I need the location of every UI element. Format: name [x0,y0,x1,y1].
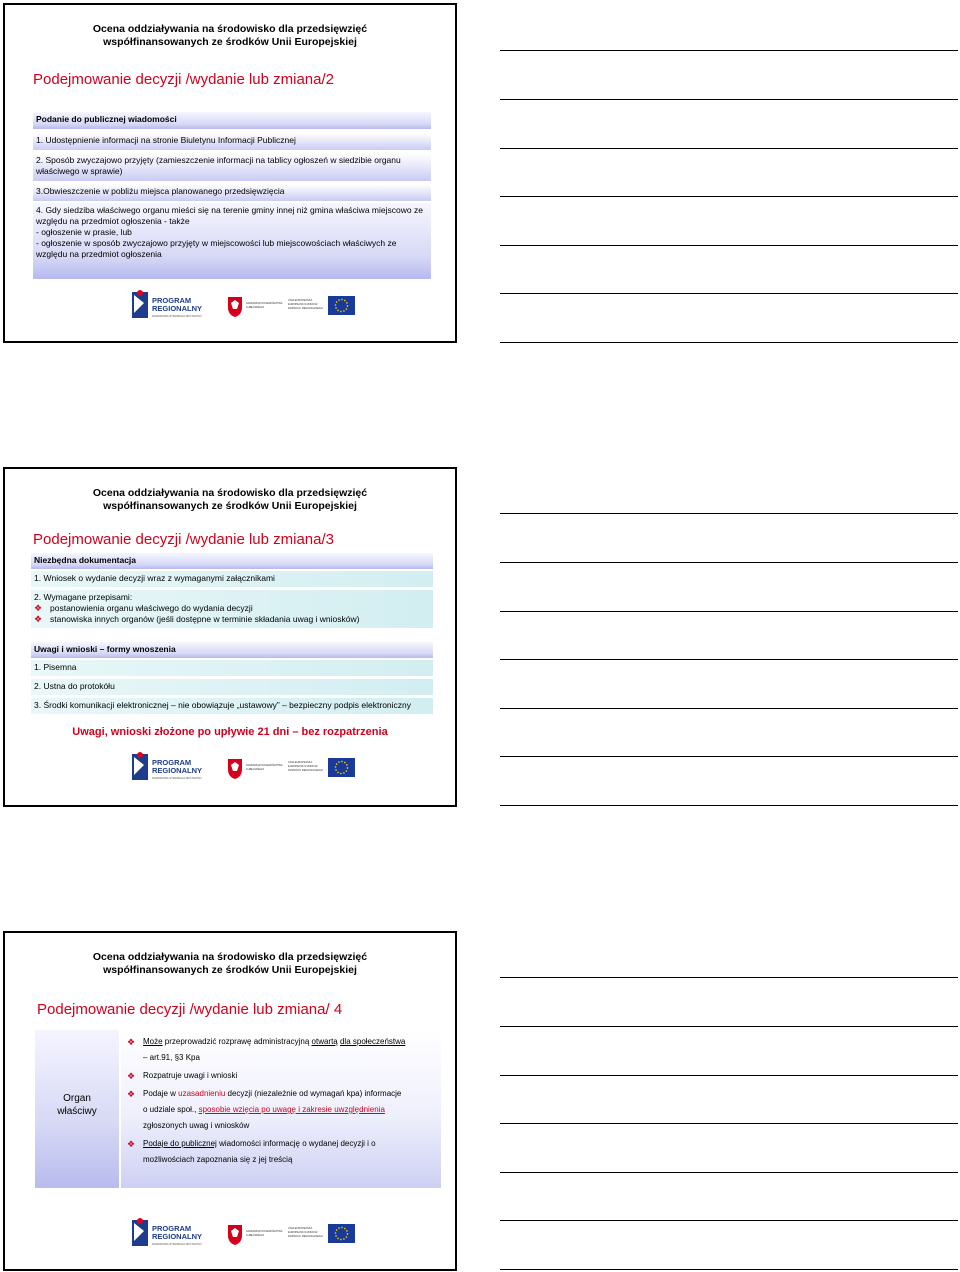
diamond-bullet-icon: ❖ [34,603,43,613]
duty-4-public: Podaje do publicznej [143,1139,217,1148]
svg-text:ROZWOJU REGIONALNEGO: ROZWOJU REGIONALNEGO [288,769,323,772]
slide-1 [3,3,457,343]
svg-text:UNIA EUROPEJSKA: UNIA EUROPEJSKA [288,1227,313,1230]
list-item-1: 1. Udostępnienie informacji na stronie Biuletynu Informacji Publicznej [33,133,431,150]
svg-text:SAMORZĄD WOJEWÓDZTWA: SAMORZĄD WOJEWÓDZTWA [246,1230,283,1233]
organ-label-2: właściwy [57,1106,97,1117]
lubelskie-coat-of-arms [228,759,283,779]
logo-strip [130,1217,360,1251]
slide-title: Podejmowanie decyzji /wydanie lub zmiana/2 [33,71,334,88]
note-line [500,708,958,709]
list-item-3: 3.Obwieszczenie w pobliżu miejsca planowanego przedsięwzięcia [33,184,431,201]
svg-text:UNIA EUROPEJSKA: UNIA EUROPEJSKA [288,761,313,764]
svg-text:LUBELSKIEGO: LUBELSKIEGO [246,768,265,771]
note-line [500,756,958,757]
item-4-line-3: - ogłoszenie w sposób zwyczajowo przyjęty w miejscowości lub miejscowościach właściwych ze względu na przedmiot ogłoszenia [36,238,397,259]
program-regionalny-logo [132,290,202,318]
svg-text:REGIONALNY: REGIONALNY [152,304,203,313]
note-line [500,977,958,978]
duty-3-justification: uzasadnieniu [178,1089,226,1098]
organ-cell [35,1030,119,1188]
eu-flag [288,296,355,315]
doc-bullet-1 [34,603,430,614]
svg-text:PROGRAM: PROGRAM [152,1224,192,1233]
duty-1-may: Może [143,1037,163,1046]
header-line-2: współfinansowanych ze środków Unii Europejskiej [103,500,357,512]
svg-text:UNIA EUROPEJSKA: UNIA EUROPEJSKA [288,299,313,302]
duty-1-public: dla społeczeństwa [339,1037,406,1046]
svg-text:PROGRAM: PROGRAM [152,758,192,767]
diamond-bullet-icon: ❖ [127,1089,136,1099]
list-item-2: 2. Sposób zwyczajowo przyjęty (zamieszczenie informacji na tablicy ogłoszeń w siedzibie organu właściwego w sprawie) [33,153,431,181]
note-line [500,1172,958,1173]
slide-3 [3,931,457,1271]
svg-text:PROGRAM: PROGRAM [152,296,192,305]
header-line-1: Ocena oddziaływania na środowisko dla przedsięwzięć [92,487,368,499]
duty-item-3 [127,1086,435,1134]
svg-text:ROZWOJU REGIONALNEGO: ROZWOJU REGIONALNEGO [288,307,323,310]
note-line [500,1123,958,1124]
duty-1-line-2: – art.91, §3 Kpa [143,1053,200,1062]
slide-title: Podejmowanie decyzji /wydanie lub zmiana/3 [33,531,334,548]
note-line [500,1220,958,1221]
eu-flag [288,1224,355,1243]
note-line [500,342,958,343]
duty-item-1 [127,1034,435,1066]
note-line [500,659,958,660]
duty-item-2 [127,1068,435,1084]
form-item-1: 1. Pisemna [31,660,433,676]
doc-item-2-head: 2. Wymagane przepisami: [34,592,133,602]
duty-4-line-2: możliwościach zapoznania się z jej treścią [143,1155,293,1164]
header-line-1: Ocena oddziaływania na środowisko dla przedsięwzięć [92,951,368,963]
deadline-warning: Uwagi, wnioski złożone po upływie 21 dni – bez rozpatrzenia [72,726,388,738]
section-heading: Podanie do publicznej wiadomości [33,112,431,129]
note-line [500,99,958,100]
header-line-2: współfinansowanych ze środków Unii Europejskiej [103,964,357,976]
duty-3-line-3: zgłoszonych uwag i wniosków [143,1121,250,1130]
slide-header [5,23,455,49]
item-4-line-2: - ogłoszenie w prasie, lub [36,227,132,237]
note-line [500,293,958,294]
list-item-4 [33,203,431,279]
header-line-1: Ocena oddziaływania na środowisko dla przedsięwzięć [92,23,368,35]
slide-2 [3,467,457,807]
form-item-2: 2. Ustna do protokółu [31,679,433,695]
diamond-bullet-icon: ❖ [34,614,43,624]
note-line [500,805,958,806]
note-line [500,611,958,612]
note-line [500,245,958,246]
note-line [500,1026,958,1027]
diamond-bullet-icon: ❖ [127,1037,136,1047]
bullet-text: postanowienia organu właściwego do wydania decyzji [50,603,253,613]
logos-graphic [130,1217,360,1251]
program-regionalny-logo [132,1218,202,1246]
svg-text:EUROPEJSKI FUNDUSZ: EUROPEJSKI FUNDUSZ [288,1231,318,1234]
doc-item-1: 1. Wniosek o wydanie decyzji wraz z wymaganymi załącznikami [31,571,433,587]
duty-item-4 [127,1136,435,1168]
item-4-line-1: 4. Gdy siedziba właściwego organu mieści się na terenie gminy innej niż gmina właściwa miejscowo ze względu na przedmiot ogłoszenia - także [36,205,423,226]
organ-label-1: Organ [63,1093,91,1104]
note-line [500,513,958,514]
header-line-2: współfinansowanych ze środków Unii Europejskiej [103,36,357,48]
diamond-bullet-icon: ❖ [127,1139,136,1149]
svg-text:NARODOWA STRATEGIA SPÓJNOŚCI: NARODOWA STRATEGIA SPÓJNOŚCI [152,314,202,318]
note-line [500,196,958,197]
program-regionalny-logo [132,752,202,780]
slide-title: Podejmowanie decyzji /wydanie lub zmiana/ 4 [37,1001,343,1018]
duty-3-text-3: o udziale społ., [143,1105,199,1114]
doc-item-2 [31,590,433,628]
eu-flag [288,758,355,777]
note-line [500,50,958,51]
duty-2-text: Rozpatruje uwagi i wnioski [143,1071,238,1080]
svg-text:REGIONALNY: REGIONALNY [152,766,203,775]
doc-bullet-2 [34,614,430,625]
section-heading-forms: Uwagi i wnioski – formy wnoszenia [31,642,433,658]
duty-3-text-2: decyzji (niezależnie od wymagań kpa) informacje [225,1089,402,1098]
lubelskie-coat-of-arms [228,1225,283,1245]
bullet-text: stanowiska innych organów (jeśli dostępne w terminie składania uwag i wniosków) [50,614,360,624]
organ-table [35,1030,441,1188]
duty-1-text: przeprowadzić rozprawę administracyjną [162,1037,312,1046]
svg-text:LUBELSKIEGO: LUBELSKIEGO [246,306,265,309]
svg-text:REGIONALNY: REGIONALNY [152,1232,203,1241]
note-line [500,562,958,563]
svg-text:LUBELSKIEGO: LUBELSKIEGO [246,1234,265,1237]
lubelskie-coat-of-arms [228,297,283,317]
svg-text:EUROPEJSKI FUNDUSZ: EUROPEJSKI FUNDUSZ [288,303,318,306]
svg-text:SAMORZĄD WOJEWÓDZTWA: SAMORZĄD WOJEWÓDZTWA [246,302,283,305]
form-item-3: 3. Środki komunikacji elektronicznej – nie obowiązuje „ustawowy” – bezpieczny podpis elektroniczny [31,698,433,714]
note-line [500,1269,958,1270]
duties-cell [121,1030,441,1188]
slide-header [5,487,455,513]
note-line [500,148,958,149]
logo-strip [130,289,360,323]
note-line [500,1075,958,1076]
svg-text:NARODOWA STRATEGIA SPÓJNOŚCI: NARODOWA STRATEGIA SPÓJNOŚCI [152,1242,202,1246]
diamond-bullet-icon: ❖ [127,1071,136,1081]
svg-text:ROZWOJU REGIONALNEGO: ROZWOJU REGIONALNEGO [288,1235,323,1238]
svg-text:EUROPEJSKI FUNDUSZ: EUROPEJSKI FUNDUSZ [288,765,318,768]
slide-header [5,951,455,977]
logos-graphic [130,751,360,785]
svg-text:SAMORZĄD WOJEWÓDZTWA: SAMORZĄD WOJEWÓDZTWA [246,764,283,767]
logo-strip [130,751,360,785]
section-heading-documents: Niezbędna dokumentacja [31,553,433,569]
svg-text:NARODOWA STRATEGIA SPÓJNOŚCI: NARODOWA STRATEGIA SPÓJNOŚCI [152,776,202,780]
duty-1-open: otwartą [311,1037,338,1046]
duty-3-method: sposobie wzięcia po uwagę i zakresie uwzględnienia [198,1105,385,1114]
duty-4-text: wiadomości informację o wydanej decyzji i o [216,1139,376,1148]
logos-graphic [130,289,360,323]
duty-3-text-1: Podaje w [143,1089,179,1098]
